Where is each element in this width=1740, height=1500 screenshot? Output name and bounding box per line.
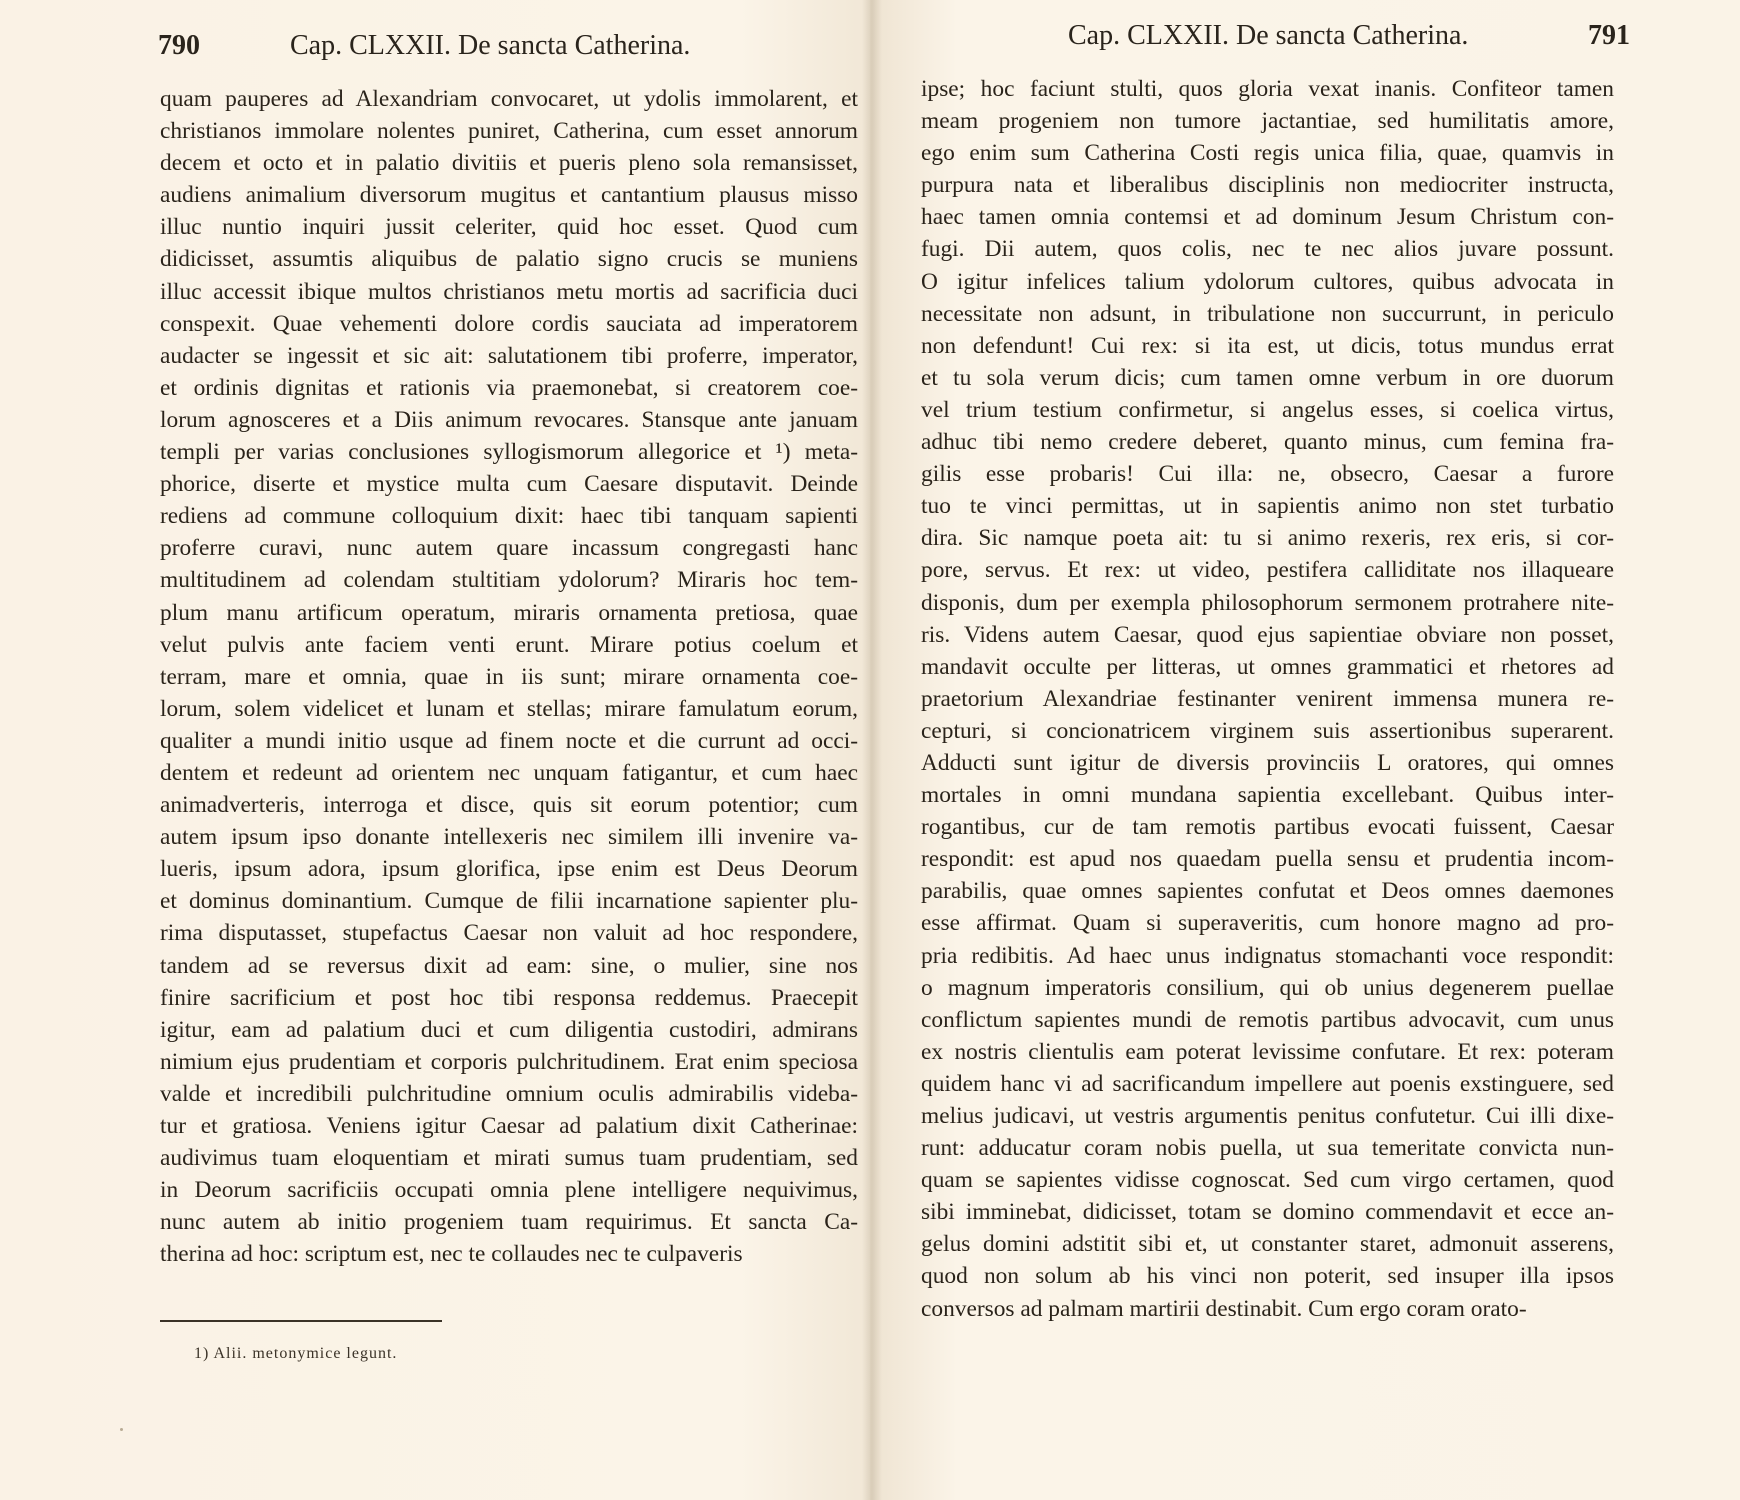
text-line: cepturi, si concionatricem virginem suis assertionibus superarent. [921, 717, 1614, 744]
text-line: et ordinis dignitas et rationis via praemonebat, si creatorem coe- [160, 374, 858, 401]
text-line: quam pauperes ad Alexandriam convocaret, ut ydolis immolarent, et [160, 86, 858, 112]
text-line: nimium ejus prudentiam et corporis pulchritudinem. Erat enim speciosa [160, 1048, 858, 1075]
text-line: esse affirmat. Quam si superaveritis, cum honore magno ad pro- [921, 910, 1614, 937]
text-line: necessitate non adsunt, in tribulatione non succurrunt, in periculo [921, 300, 1614, 327]
text-line: quam se sapientes vidisse cognoscat. Sed cum virgo certamen, quod [921, 1167, 1614, 1194]
text-line: tuo te vinci permittas, ut in sapientis animo non stet turbatio [921, 493, 1614, 520]
right-body-text [921, 73, 1614, 1325]
text-line: parabilis, quae omnes sapientes confutat et Deos omnes daemones [921, 878, 1614, 905]
text-line: valde et incredibili pulchritudine omnium oculis admirabilis videba- [160, 1080, 858, 1107]
text-line: mortales in omni mundana sapientia excellebant. Quibus inter- [921, 782, 1614, 809]
text-line: proferre curavi, nunc autem quare incassum congregasti hanc [160, 535, 858, 562]
footnote: 1) Alii. metonymice legunt. [194, 1345, 398, 1362]
running-title-right: Cap. CLXXII. De sancta Catherina. [1068, 20, 1469, 51]
text-line: therina ad hoc: scriptum est, nec te collaudes nec te culpaveris [160, 1241, 743, 1268]
text-line: ipse; hoc faciunt stulti, quos gloria vexat inanis. Confiteor tamen [921, 76, 1614, 102]
text-line: lorum, solem videlicet et lunam et stellas; mirare famulatum eorum, [160, 695, 858, 722]
text-line: terram, mare et omnia, quae in iis sunt; mirare ornamenta coe- [160, 663, 858, 690]
text-line: mandavit occulte per litteras, ut omnes grammatici et rhetores ad [921, 653, 1614, 680]
text-line: lorum agnosceres et a Diis animum revocares. Stansque ante januam [160, 406, 858, 433]
text-line: haec tamen omnia contemsi et ad dominum Jesum Christum con- [921, 204, 1614, 231]
text-line: gelus domini adstitit sibi et, ut constanter staret, admonuit asserens, [921, 1231, 1614, 1258]
text-line: conspexit. Quae vehementi dolore cordis sauciata ad imperatorem [160, 310, 858, 337]
text-line: gilis esse probaris! Cui illa: ne, obsecro, Caesar a furore [921, 461, 1614, 488]
running-title-left: Cap. CLXXII. De sancta Catherina. [290, 30, 691, 61]
text-line: decem et octo et in palatio divitiis et pueris pleno sola remansisset, [160, 150, 858, 177]
text-line: o magnum imperatoris consilium, qui ob unius degenerem puellae [921, 974, 1614, 1001]
text-line: quod non solum ab his vinci non poterit, sed insuper illa ipsos [921, 1263, 1614, 1290]
text-line: audivimus tuam eloquentiam et mirati sumus tuam prudentiam, sed [160, 1145, 858, 1172]
text-line: animadverteris, interroga et disce, quis sit eorum potentior; cum [160, 792, 858, 819]
text-line: rima disputasset, stupefactus Caesar non valuit ad hoc respondere, [160, 920, 858, 947]
text-line: didicisset, assumtis aliquibus de palatio signo crucis se muniens [160, 246, 858, 273]
text-line: ris. Videns autem Caesar, quod ejus sapientiae obviare non posset, [921, 621, 1614, 648]
text-line: O igitur infelices talium ydolorum cultores, quibus advocata in [921, 268, 1614, 295]
text-line: tur et gratiosa. Veniens igitur Caesar ad palatium dixit Catherinae: [160, 1113, 858, 1139]
text-line: meam progeniem non tumore jactantiae, sed humilitatis amore, [921, 108, 1614, 135]
text-line: Adducti sunt igitur de diversis provinciis L oratores, qui omnes [921, 749, 1614, 776]
text-line: illuc accessit ibique multos christianos metu mortis ad sacrificia duci [160, 278, 858, 305]
text-line: multitudinem ad colendam stultitiam ydolorum? Miraris hoc tem- [160, 567, 858, 594]
text-line: qualiter a mundi initio usque ad finem nocte et die currunt ad occi- [160, 727, 858, 754]
text-line: dentem et redeunt ad orientem nec unquam fatigantur, et cum haec [160, 759, 858, 786]
text-line: audiens animalium diversorum mugitus et cantantium plausus misso [160, 182, 858, 209]
text-line: templi per varias conclusiones syllogismorum allegorice et ¹) meta- [160, 439, 858, 466]
page-number-right: 791 [1588, 20, 1630, 51]
text-line: et tu sola verum dicis; cum tamen omne verbum in ore duorum [921, 364, 1614, 391]
text-line: respondit: est apud nos quaedam puella sensu et prudentia incom- [921, 846, 1614, 873]
text-line: ex nostris clientulis eam poterat levissime confutare. Et rex: poteram [921, 1038, 1614, 1065]
text-line: autem ipsum ipso donante intellexeris nec similem illi invenire va- [160, 824, 858, 851]
text-line: dira. Sic namque poeta ait: tu si animo rexeris, rex eris, si cor- [921, 525, 1614, 552]
text-line: christianos immolare nolentes puniret, Catherina, cum esset annorum [160, 118, 858, 145]
text-line: quidem hanc vi ad sacrificandum impellere aut poenis exstinguere, sed [921, 1070, 1614, 1097]
text-line: pria redibitis. Ad haec unus indignatus stomachanti voce respondit: [921, 942, 1614, 969]
text-line: vel trium testium confirmetur, si angelus esses, si coelica virtus, [921, 396, 1614, 423]
text-line: sibi imminebat, didicisset, totam se domino commendavit et ecce an- [921, 1199, 1614, 1226]
text-line: conflictum sapientes mundi de remotis partibus advocavit, cum unus [921, 1006, 1614, 1033]
text-line: finire sacrificium et post hoc tibi responsa reddemus. Praecepit [160, 984, 858, 1011]
text-line: nunc autem ab initio progeniem tuam requirimus. Et sancta Ca- [160, 1209, 858, 1236]
text-line: praetorium Alexandriae festinanter venirent immensa munera re- [921, 685, 1614, 712]
text-line: tandem ad se reversus dixit ad eam: sine, o mulier, sine nos [160, 952, 858, 979]
text-line: adhuc tibi nemo credere deberet, quanto minus, cum femina fra- [921, 429, 1614, 456]
text-line: runt: adducatur coram nobis puella, ut sua temeritate convicta nun- [921, 1135, 1614, 1162]
right-page [870, 0, 1740, 1500]
text-line: rediens ad commune colloquium dixit: haec tibi tanquam sapienti [160, 503, 858, 530]
text-line: velut pulvis ante faciem venti erunt. Mirare potius coelum et [160, 631, 858, 658]
text-line: rogantibus, cur de tam remotis partibus evocati fuissent, Caesar [921, 814, 1614, 841]
text-line: igitur, eam ad palatium duci et cum diligentia custodiri, admirans [160, 1016, 858, 1043]
text-line: melius judicavi, ut vestris argumentis penitus confutetur. Cui illi dixe- [921, 1103, 1614, 1129]
text-line: fugi. Dii autem, quos colis, nec te nec alios juvare possunt. [921, 236, 1614, 263]
text-line: plum manu artificum operatum, miraris ornamenta pretiosa, quae [160, 599, 858, 626]
text-line: lueris, ipsum adora, ipsum glorifica, ipse enim est Deus Deorum [160, 856, 858, 883]
text-line: ego enim sum Catherina Costi regis unica filia, quae, quamvis in [921, 140, 1614, 167]
text-line: phorice, diserte et mystice multa cum Caesare disputavit. Deinde [160, 471, 858, 498]
footnote-rule [160, 1320, 442, 1322]
left-body-text [160, 83, 858, 1270]
text-line: audacter se ingessit et sic ait: salutationem tibi proferre, imperator, [160, 342, 858, 369]
text-line: disponis, dum per exempla philosophorum sermonem protrahere nite- [921, 589, 1614, 616]
text-line: purpura nata et liberalibus disciplinis non mediocriter instructa, [921, 172, 1614, 199]
text-line: conversos ad palmam martirii destinabit. Cum ergo coram orato- [921, 1295, 1527, 1322]
text-line: in Deorum sacrificiis occupati omnia plene intelligere nequivimus, [160, 1177, 858, 1204]
page-number-left: 790 [158, 30, 200, 61]
paper-speck [120, 1428, 123, 1431]
text-line: pore, servus. Et rex: ut video, pestifera calliditate nos illaqueare [921, 557, 1614, 584]
text-line: non defendunt! Cui rex: si ita est, ut dicis, totus mundus errat [921, 332, 1614, 359]
text-line: et dominus dominantium. Cumque de filii incarnatione sapienter plu- [160, 888, 858, 915]
text-line: illuc nuntio inquiri jussit celeriter, quid hoc esset. Quod cum [160, 214, 858, 241]
